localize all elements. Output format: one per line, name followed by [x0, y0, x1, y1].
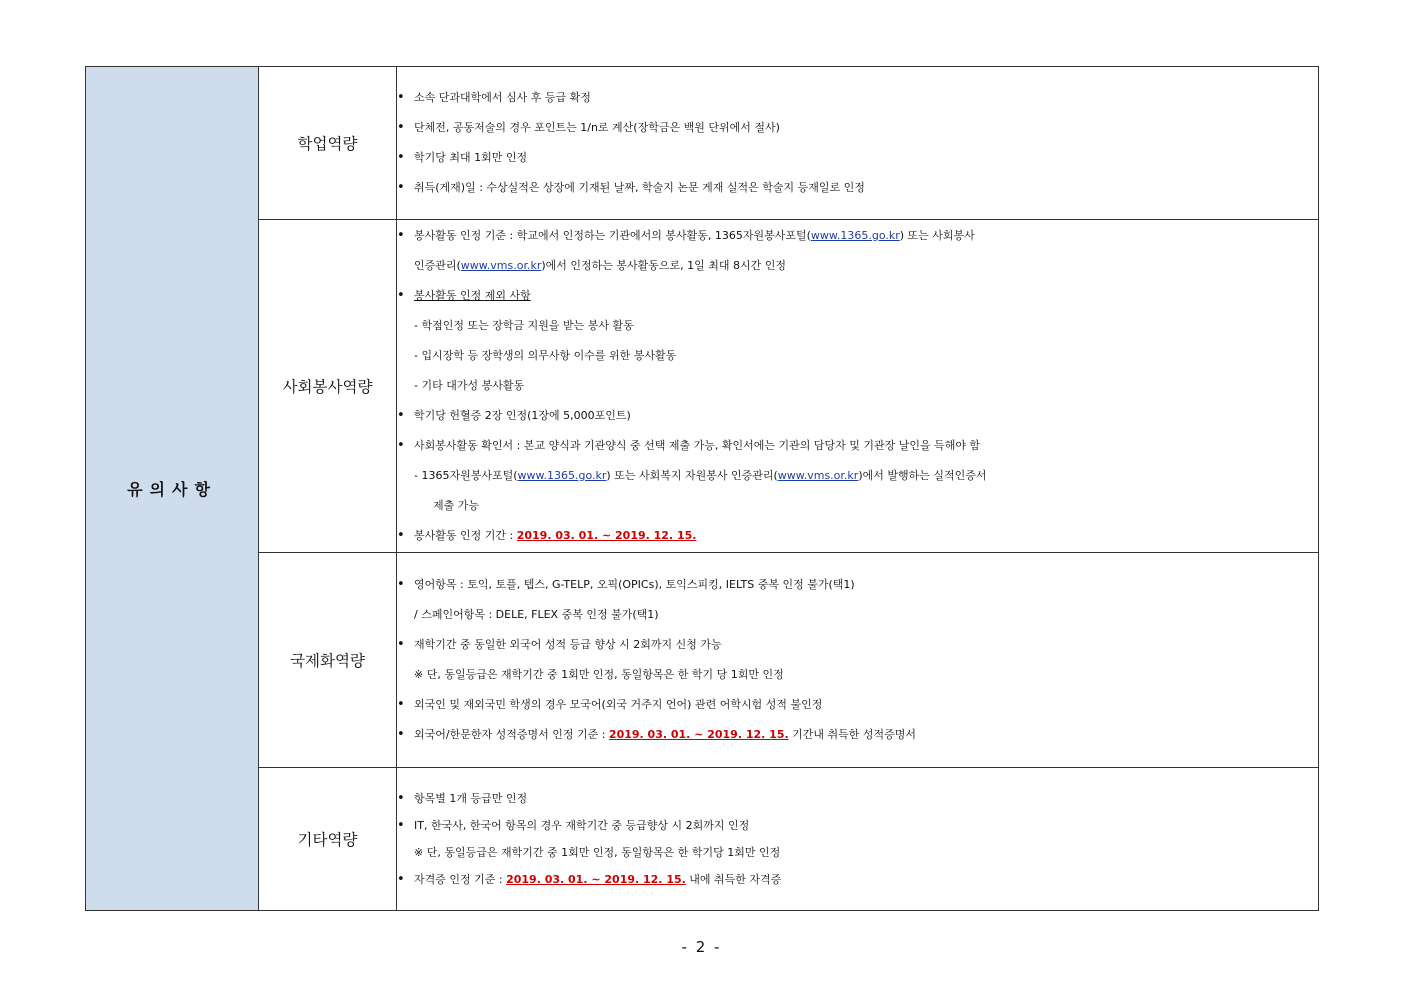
link-vms[interactable]: www.vms.or.kr [460, 259, 542, 272]
other-line-1: • 항목별 1개 등급만 인정 [397, 785, 1318, 812]
other-line-2: • IT, 한국사, 한국어 항목의 경우 재학기간 중 등급향상 시 2회까지 인정 [397, 812, 1318, 839]
global-line-5: • 외국인 및 재외국민 학생의 경우 모국어(외국 거주지 언어) 관련 어학시험 성적 불인정 [397, 690, 1318, 720]
academic-line-2: • 단체전, 공동저술의 경우 포인트는 1/n로 계산(장학금은 백원 단위에서 절사) [397, 113, 1318, 143]
academic-line-4: • 취득(게재)일 : 수상실적은 상장에 기재된 날짜, 학술지 논문 게재 실적은 학술지 등재일로 인정 [397, 173, 1318, 203]
content-other [397, 768, 1319, 911]
page-number: - 2 - [681, 938, 722, 956]
service-line-8: • 사회봉사활동 확인서 : 본교 양식과 기관양식 중 선택 제출 가능, 확인서에는 기관의 담당자 및 기관장 날인을 득해야 함 [397, 431, 1318, 461]
service-line-4: - 학점인정 또는 장학금 지원을 받는 봉사 활동 [414, 319, 634, 332]
service-line-11: • 봉사활동 인정 기간 : 2019. 03. 01. ~ 2019. 12. 15. [397, 521, 1318, 551]
global-line-6: • 외국어/한문한자 성적증명서 인정 기준 : 2019. 03. 01. ~ 2019. 12. 15. 기간내 취득한 성적증명서 [397, 720, 1318, 750]
exclusion-heading: 봉사활동 인정 제외 사항 [414, 289, 531, 302]
service-line-2: 인증관리(www.vms.or.kr)에서 인정하는 봉사활동으로, 1일 최대 8시간 인정 [414, 259, 787, 272]
service-line-6: - 기타 대가성 봉사활동 [414, 379, 525, 392]
service-line-1: • 봉사활동 인정 기준 : 학교에서 인정하는 기관에서의 봉사활동, 1365자원봉사포털(www.1365.go.kr) 또는 사회봉사 [397, 221, 1318, 251]
global-line-3: • 재학기간 중 동일한 외국어 성적 등급 향상 시 2회까지 신청 가능 [397, 630, 1318, 660]
service-line-3 [397, 281, 1318, 311]
service-line-7: • 학기당 헌혈증 2장 인정(1장에 5,000포인트) [397, 401, 1318, 431]
global-line-4: ※ 단, 동일등급은 재학기간 중 1회만 인정, 동일항목은 한 학기 당 1회만 인정 [414, 668, 784, 681]
academic-line-1: • 소속 단과대학에서 심사 후 등급 확정 [397, 83, 1318, 113]
content-service [397, 220, 1319, 553]
other-period: 2019. 03. 01. ~ 2019. 12. 15. [506, 873, 686, 886]
service-line-10: 제출 가능 [433, 499, 480, 512]
content-global [397, 553, 1319, 768]
category-service: 사회봉사역량 [259, 220, 397, 553]
service-line-5: - 입시장학 등 장학생의 의무사항 이수를 위한 봉사활동 [414, 349, 677, 362]
category-other: 기타역량 [259, 768, 397, 911]
link-vms-2[interactable]: www.vms.or.kr [777, 469, 859, 482]
category-global: 국제화역량 [259, 553, 397, 768]
service-line-9: - 1365자원봉사포털(www.1365.go.kr) 또는 사회복지 자원봉사 인증관리(www.vms.or.kr)에서 발행하는 실적인증서 [414, 469, 987, 482]
academic-line-3: • 학기당 최대 1회만 인정 [397, 143, 1318, 173]
link-1365-2[interactable]: www.1365.go.kr [517, 469, 607, 482]
service-period: 2019. 03. 01. ~ 2019. 12. 15. [516, 529, 697, 542]
global-line-2: / 스페인어항목 : DELE, FLEX 중복 인정 불가(택1) [414, 608, 659, 621]
category-academic: 학업역량 [259, 67, 397, 220]
global-line-1: • 영어항목 : 토익, 토플, 텝스, G-TELP, 오픽(OPICs), 토익스피킹, IELTS 중복 인정 불가(택1) [397, 570, 1318, 600]
main-label: 유의사항 [86, 67, 259, 911]
other-line-4: • 자격증 인정 기준 : 2019. 03. 01. ~ 2019. 12. 15. 내에 취득한 자격증 [397, 866, 1318, 893]
content-academic [397, 67, 1319, 220]
link-1365[interactable]: www.1365.go.kr [810, 229, 900, 242]
notes-table [85, 66, 1319, 911]
other-line-3: ※ 단, 동일등급은 재학기간 중 1회만 인정, 동일항목은 한 학기당 1회만 인정 [414, 846, 781, 859]
global-period: 2019. 03. 01. ~ 2019. 12. 15. [608, 728, 789, 741]
